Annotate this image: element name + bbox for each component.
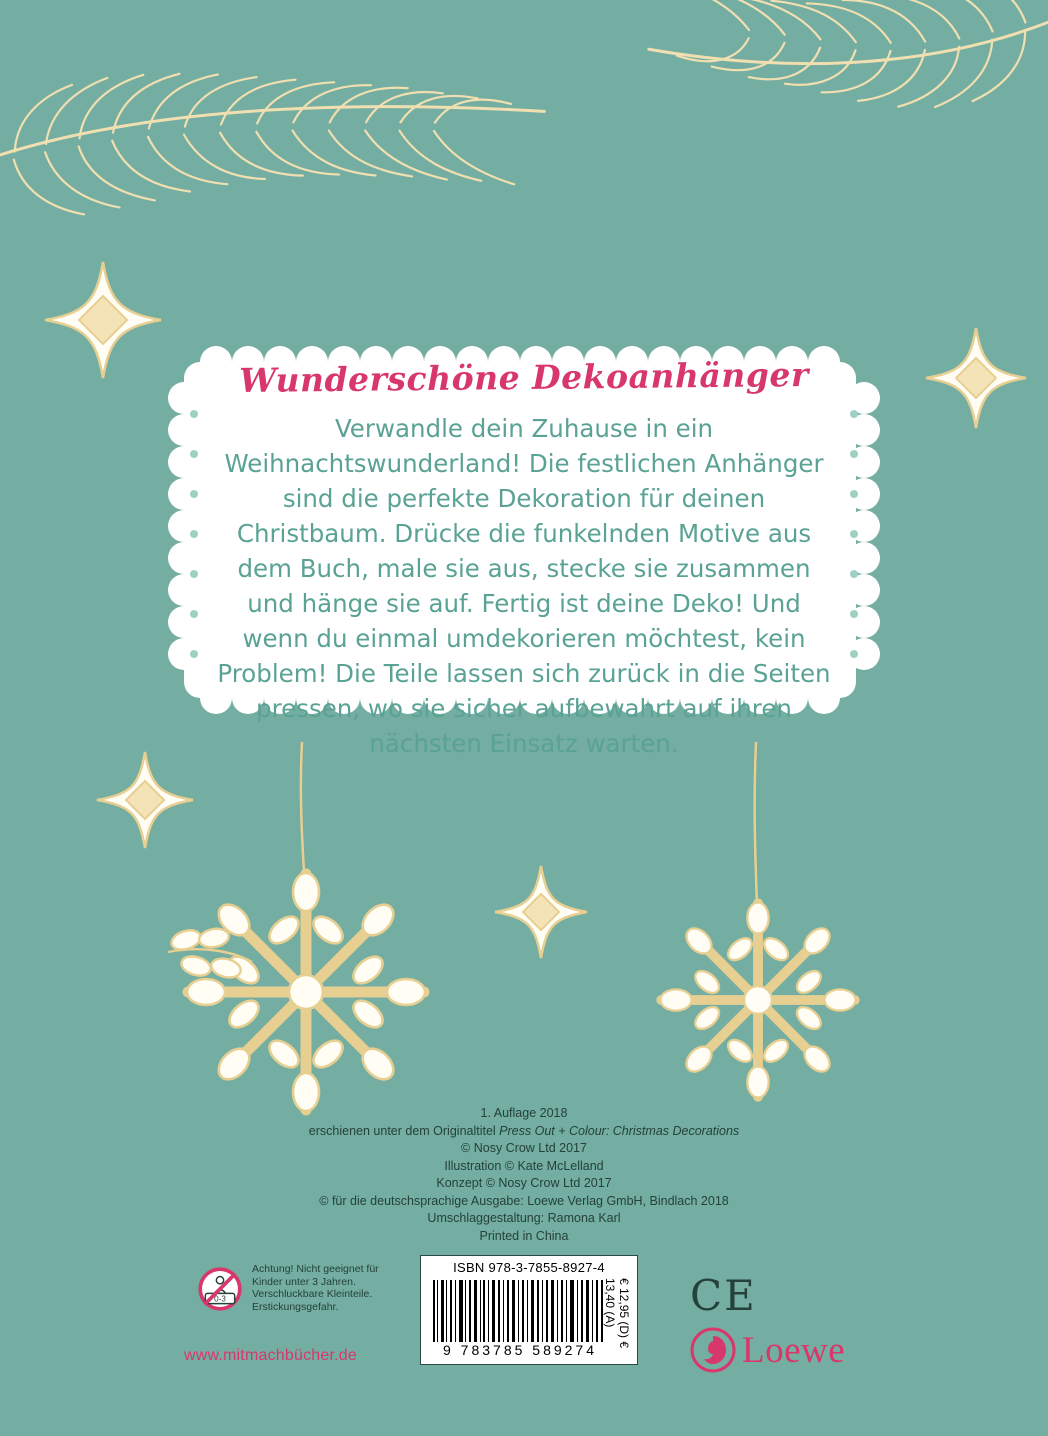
isbn-label: ISBN 978-3-7855-8927-4 bbox=[453, 1260, 605, 1275]
price-block bbox=[603, 1278, 631, 1360]
imprint-line-6: © für die deutschsprachige Ausgabe: Loewe Verlag GmbH, Bindlach 2018 bbox=[319, 1193, 729, 1208]
pine-branch-left bbox=[0, 18, 554, 256]
price-d: € 12,95 (D) bbox=[617, 1278, 631, 1339]
description-panel bbox=[168, 318, 880, 758]
hanging-strings bbox=[301, 742, 758, 952]
original-title: Press Out + Colour: Christmas Decorations bbox=[499, 1123, 740, 1138]
barcode bbox=[420, 1255, 638, 1365]
bottom-bar bbox=[0, 1255, 1048, 1395]
publisher-name: Loewe bbox=[742, 1329, 846, 1371]
panel-body-text: Verwandle dein Zuhause in ein Weihnachtswunderland! Die festlichen Anhänger sind die perfekte Dekoration für deinen Christbaum. Drücke die funkelnden Motive aus dem Buch, male sie aus, stecke sie zusammen und hänge sie auf. Fertig ist deine Deko! Und wenn du einmal umdekorieren möchtest, kein Problem! Die Teile lassen sich zurück in die Seiten pressen, wo sie sicher aufbewahrt auf ihren nächsten Einsatz warten. bbox=[217, 414, 831, 758]
publisher-logo bbox=[690, 1327, 845, 1373]
age-badge-text: 0-3 bbox=[214, 1294, 226, 1304]
price-a: € 13,40 (A) bbox=[603, 1278, 631, 1349]
website-link[interactable]: www.mitmachbücher.de bbox=[184, 1347, 357, 1364]
lion-icon bbox=[690, 1327, 736, 1373]
barcode-digits: 9 783785 589274 bbox=[443, 1342, 597, 1358]
imprint-line-4: Illustration © Kate McLelland bbox=[444, 1158, 604, 1173]
barcode-bars bbox=[433, 1280, 603, 1342]
imprint-line-8: Printed in China bbox=[479, 1228, 569, 1243]
imprint-line-2: erschienen unter dem Originaltitel Press Out + Colour: Christmas Decorations bbox=[308, 1123, 740, 1138]
snowflake-right bbox=[660, 902, 855, 1097]
imprint-line-3: © Nosy Crow Ltd 2017 bbox=[461, 1141, 587, 1155]
imprint-line-5: Konzept © Nosy Crow Ltd 2017 bbox=[436, 1176, 612, 1190]
age-warning-icon bbox=[198, 1267, 242, 1311]
snowflake-left bbox=[187, 873, 425, 1111]
pine-branch-right bbox=[635, 0, 1048, 165]
imprint-block bbox=[0, 1105, 1048, 1245]
mistletoe-sprig bbox=[168, 927, 252, 981]
imprint-line-1: 1. Auflage 2018 bbox=[480, 1106, 568, 1120]
warning-text: Achtung! Nicht geeignet für Kinder unter 3 Jahren. Verschluckbare Kleinteile. Erstickungsgefahr. bbox=[252, 1263, 379, 1313]
imprint-line-7: Umschlaggestaltung: Ramona Karl bbox=[427, 1211, 621, 1225]
panel-title: Wunderschöne Dekoanhänger bbox=[239, 355, 809, 400]
ce-mark: CE bbox=[690, 1271, 757, 1320]
